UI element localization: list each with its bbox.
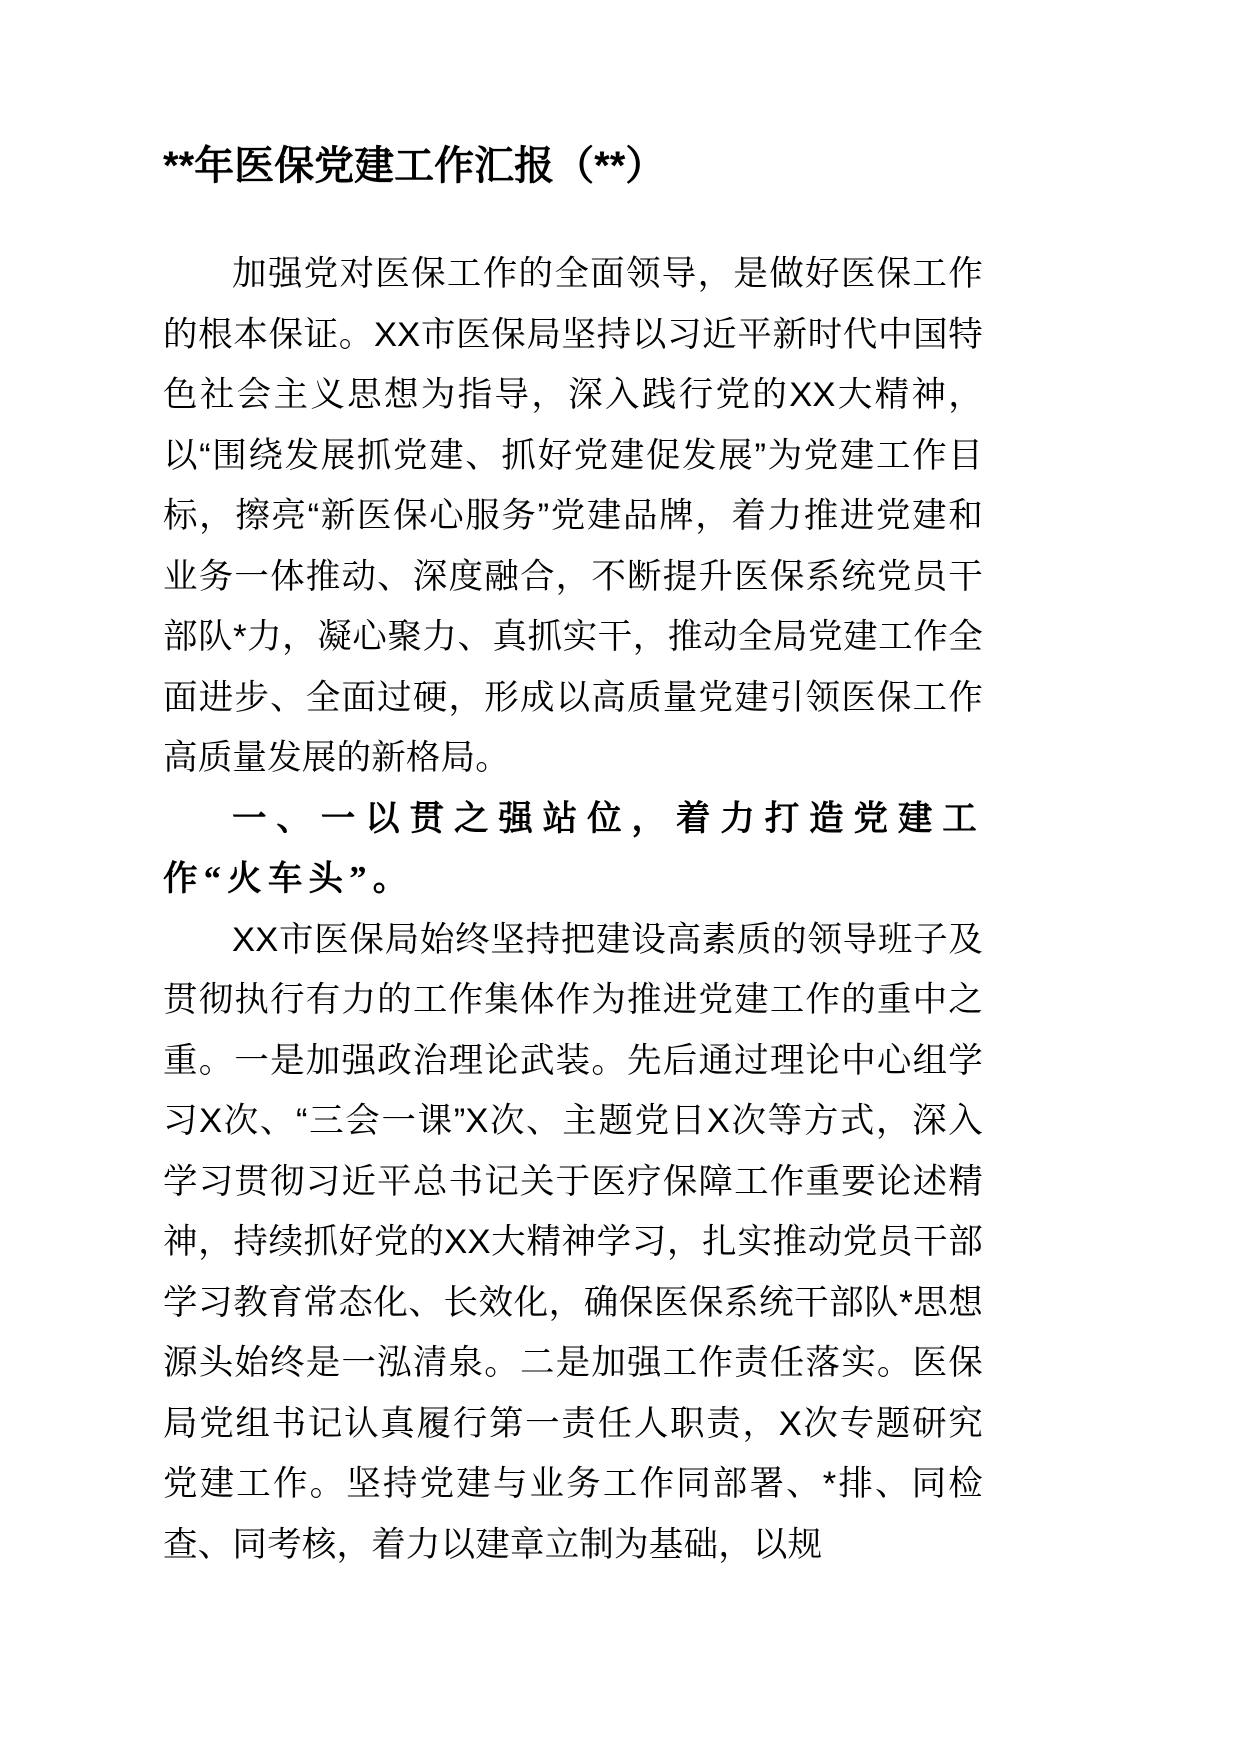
intro-paragraph: 加强党对医保工作的全面领导，是做好医保工作的根本保证。XX市医保局坚持以习近平新时代中国特色社会主义思想为指导，深入践行党的XX大精神，以“围绕发展抓党建、抓好党建促发展”为党建工作目标，擦亮“新医保心服务”党建品牌，着力推进党建和业务一体推动、深度融合，不断提升医保系统党员干部队*力，凝心聚力、真抓实干，推动全局党建工作全面进步、全面过硬，形成以高质量党建引领医保工作高质量发展的新格局。 <box>163 255 983 777</box>
page-title: **年医保党建工作汇报（**） <box>163 144 666 188</box>
document-content-column <box>163 0 983 1615</box>
section-one-body-paragraph: XX市医保局始终坚持把建设高素质的领导班子及贯彻执行有力的工作集体作为推进党建工作的重中之重。一是加强政治理论武装。先后通过理论中心组学习X次、“三会一课”X次、主题党日X次等方式，深入学习贯彻习近平总书记关于医疗保障工作重要论述精神，持续抓好党的XX大精神学习，扎实推动党员干部学习教育常态化、长效化，确保医保系统干部队*思想源头始终是一泓清泉。二是加强工作责任落实。医保局党组书记认真履行第一责任人职责，X次专题研究党建工作。坚持党建与业务工作同部署、*排、同检查、同考核，着力以建章立制为基础，以规 <box>163 920 983 1564</box>
page-bottom-spacer <box>163 1575 983 1615</box>
section-heading-one: 一、一以贯之强站位，着力打造党建工作“火车头”。 <box>163 799 983 898</box>
